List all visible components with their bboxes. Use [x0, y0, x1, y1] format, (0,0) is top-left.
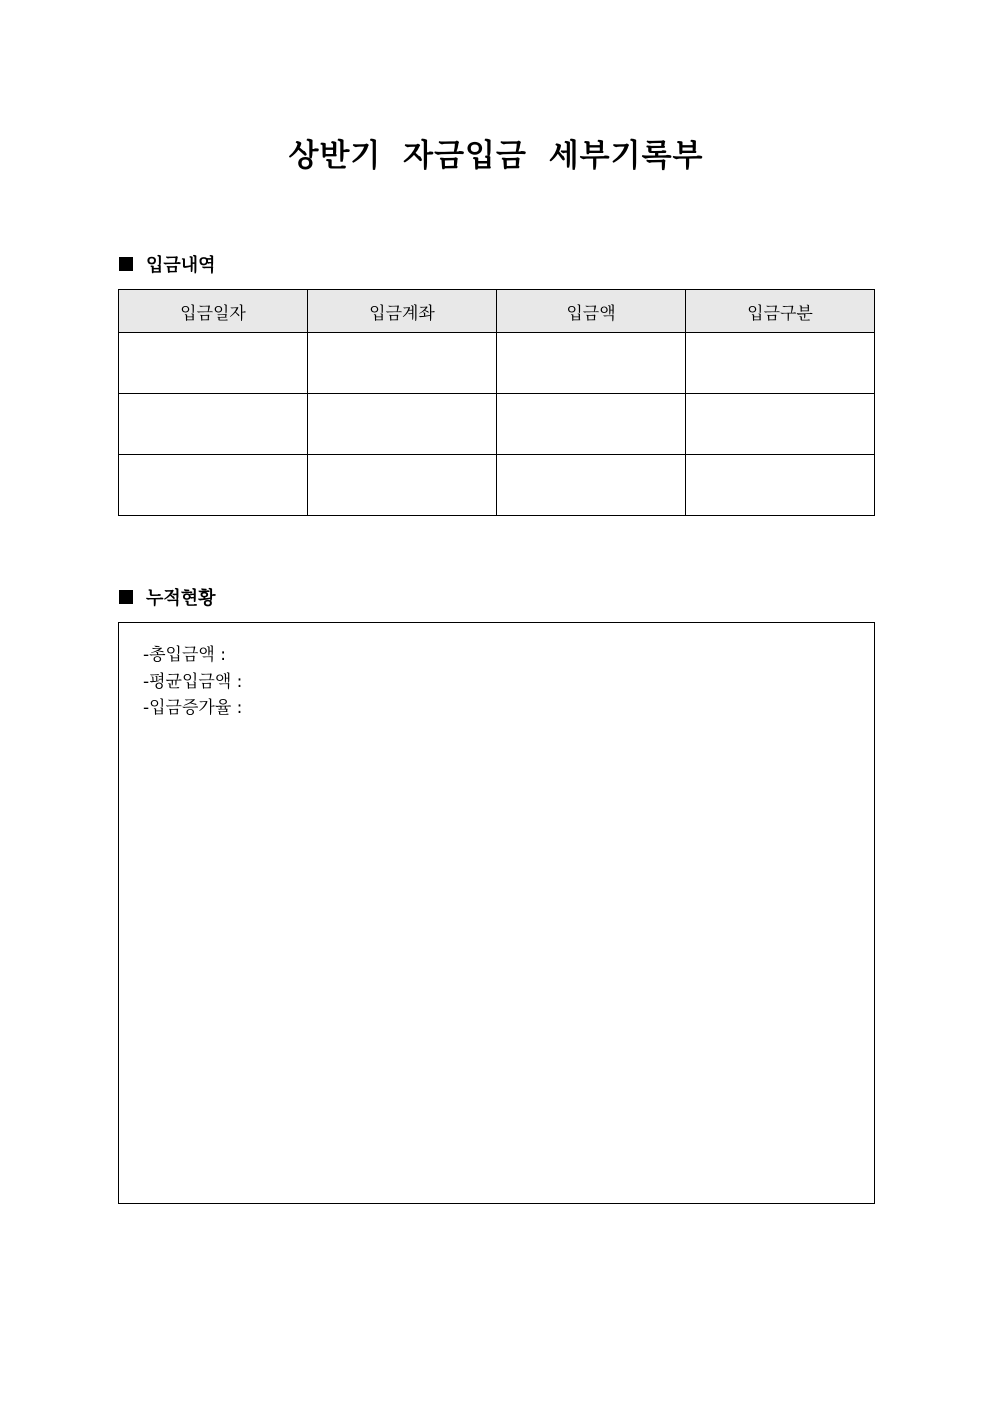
table-row — [119, 333, 875, 394]
square-bullet-icon — [119, 590, 133, 604]
table-cell-deposit-date[interactable] — [119, 394, 308, 455]
column-header-deposit-amount: 입금액 — [497, 290, 686, 333]
table-cell-deposit-account[interactable] — [308, 455, 497, 516]
table-row — [119, 455, 875, 516]
summary-section-heading-label: 누적현황 — [146, 588, 216, 609]
column-header-deposit-date: 입금일자 — [119, 290, 308, 333]
table-cell-deposit-account[interactable] — [308, 394, 497, 455]
summary-list — [143, 642, 242, 722]
table-cell-deposit-date[interactable] — [119, 333, 308, 394]
column-header-deposit-account: 입금계좌 — [308, 290, 497, 333]
table-cell-deposit-amount[interactable] — [497, 455, 686, 516]
summary-section-heading — [119, 584, 216, 610]
column-header-deposit-type: 입금구분 — [686, 290, 875, 333]
deposit-table — [118, 289, 875, 516]
deposit-section-heading — [119, 251, 216, 277]
table-cell-deposit-amount[interactable] — [497, 333, 686, 394]
summary-item-total-deposit: -총입금액 : — [143, 645, 226, 665]
table-row — [119, 394, 875, 455]
summary-item-deposit-growth-rate: -입금증가율 : — [143, 698, 243, 718]
table-cell-deposit-date[interactable] — [119, 455, 308, 516]
summary-item-average-deposit: -평균입금액 : — [143, 671, 243, 692]
deposit-section-heading-label: 입금내역 — [146, 255, 216, 276]
table-header-row — [119, 290, 875, 333]
square-bullet-icon — [119, 257, 133, 271]
table-cell-deposit-amount[interactable] — [497, 394, 686, 455]
summary-box[interactable] — [118, 622, 875, 1204]
table-cell-deposit-type[interactable] — [686, 333, 875, 394]
table-cell-deposit-type[interactable] — [686, 455, 875, 516]
table-cell-deposit-account[interactable] — [308, 333, 497, 394]
document-title: 상반기 자금입금 세부기록부 — [288, 138, 704, 174]
table-cell-deposit-type[interactable] — [686, 394, 875, 455]
